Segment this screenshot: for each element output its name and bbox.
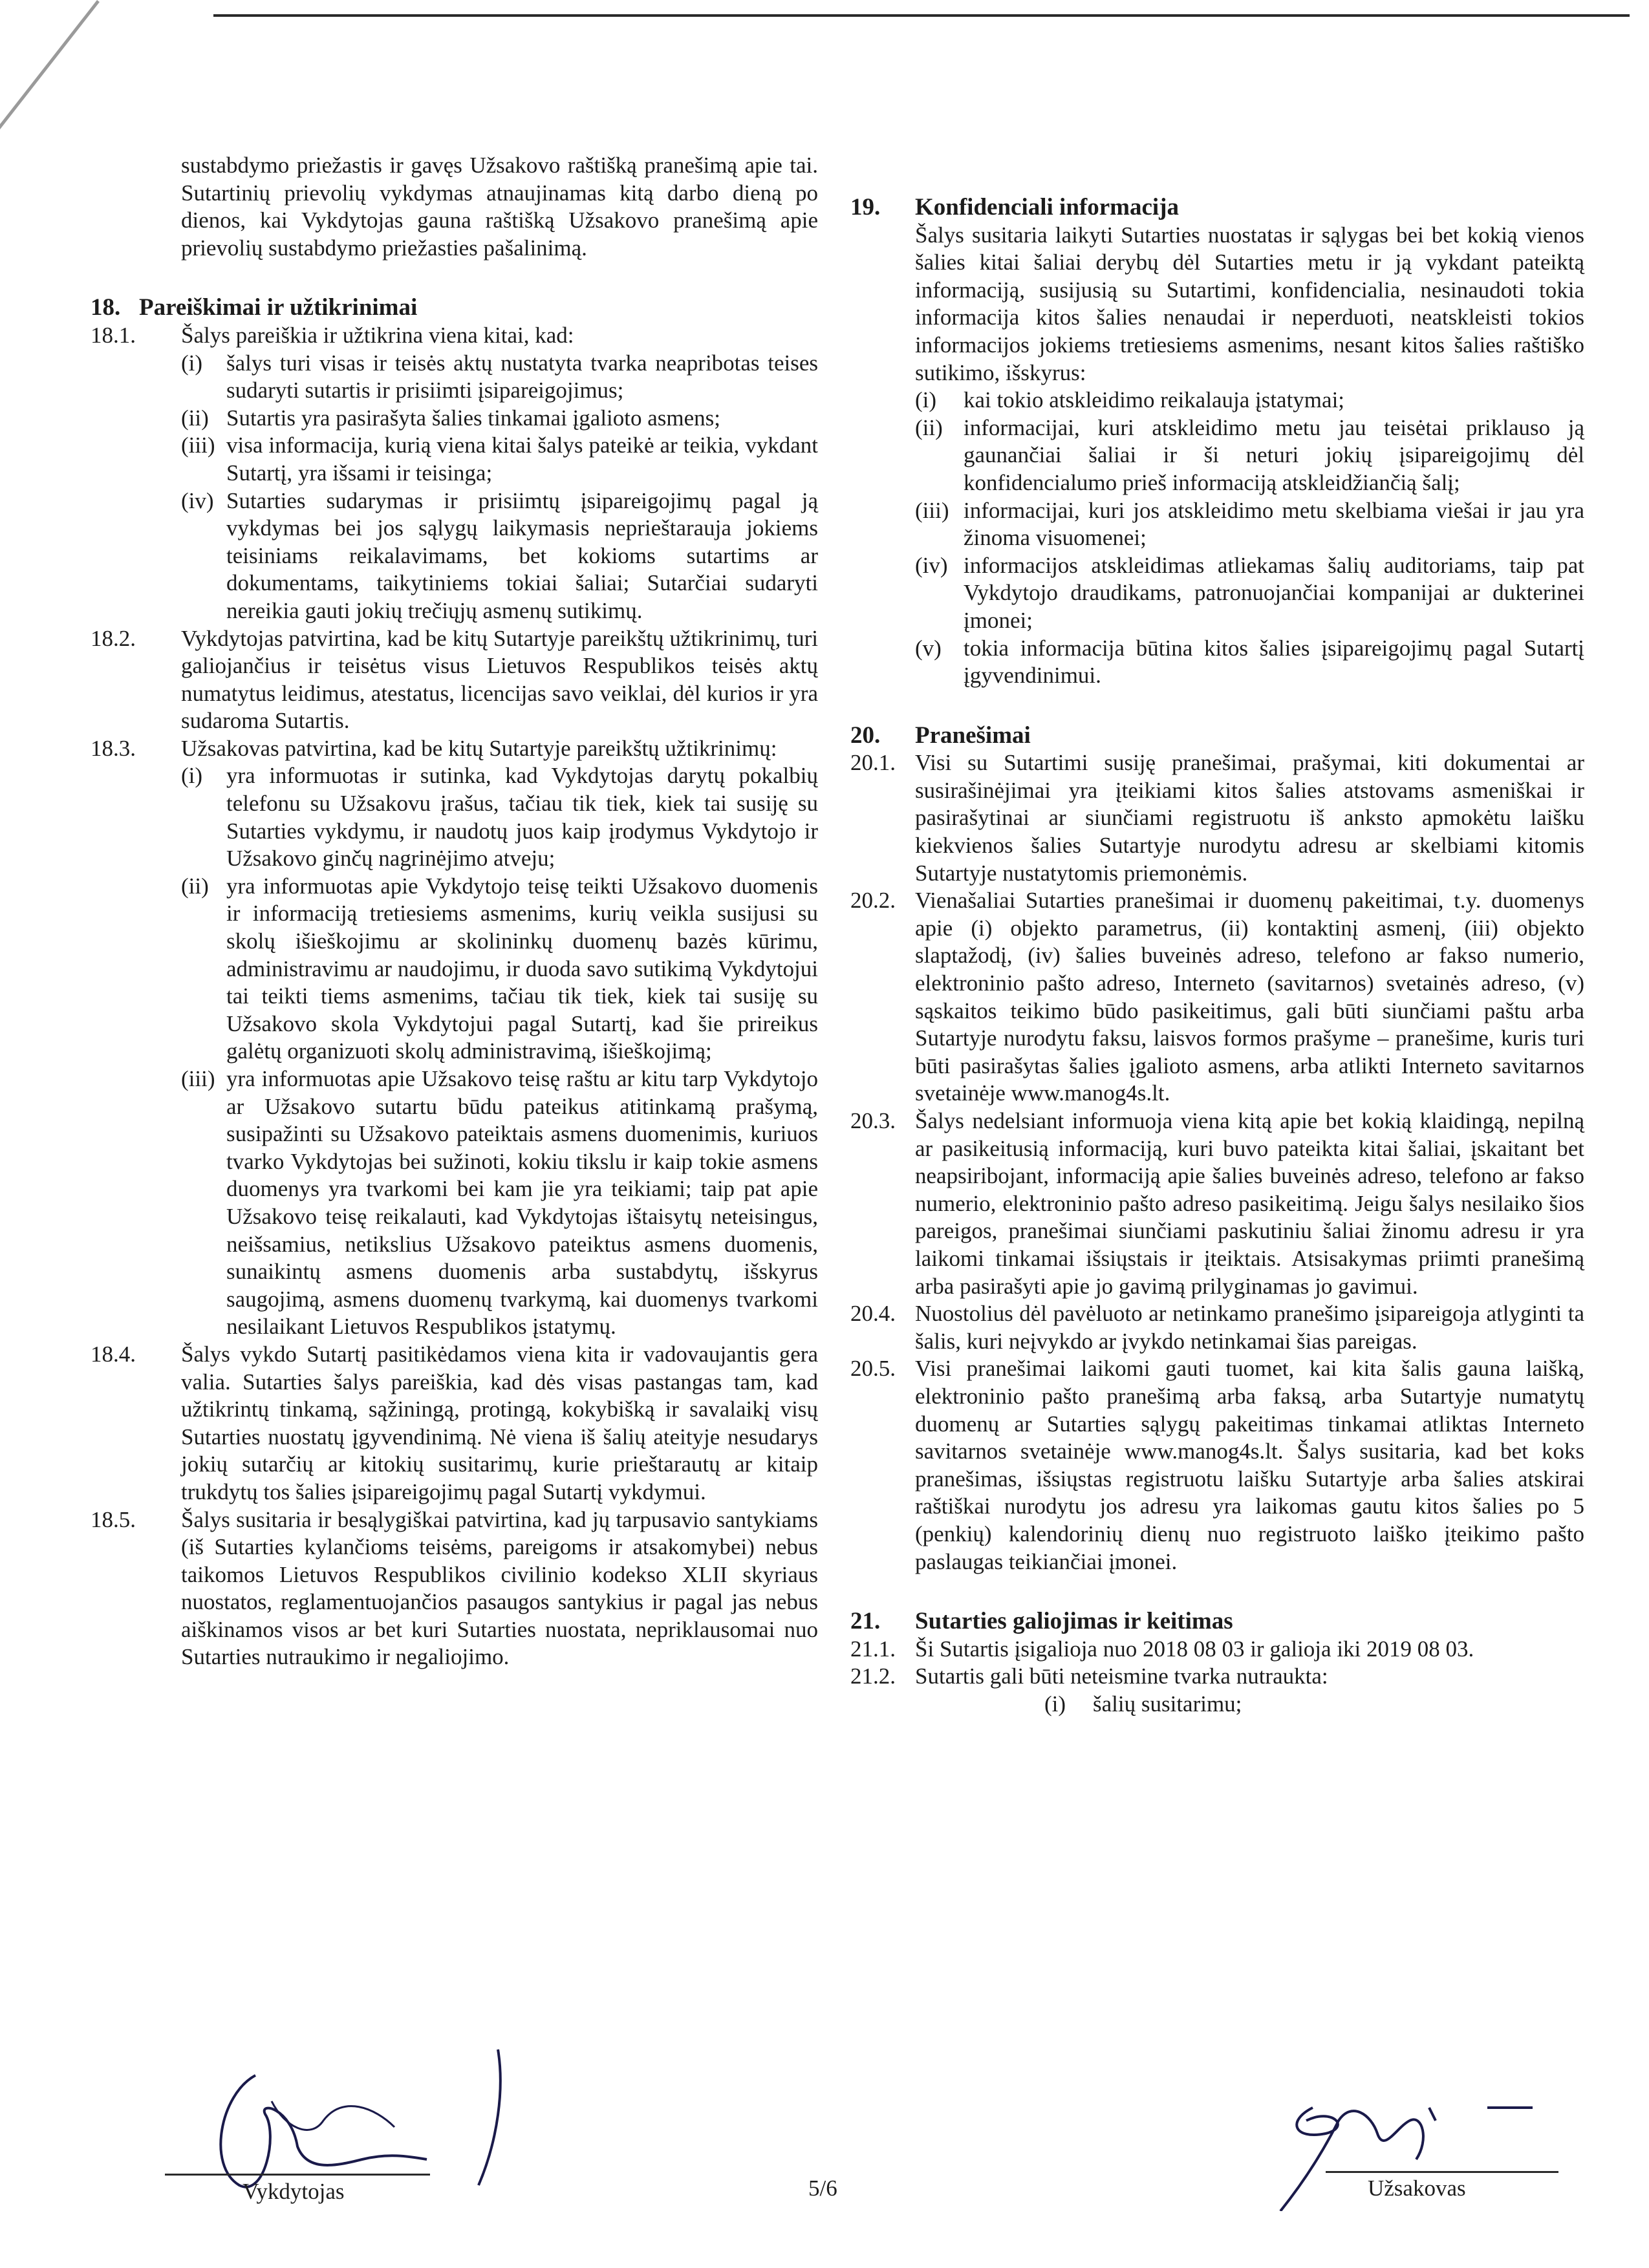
clause-18-1: 18.1. Šalys pareiškia ir užtikrina viena kitai, kad:	[91, 322, 574, 348]
list-item: (iii) informacijai, kuri jos atskleidimo metu skelbiama viešai ir jau yra žinoma visuomenei;	[915, 497, 1584, 551]
clause-18-2: 18.2. Vykdytojas patvirtina, kad be kitų Sutartyje pareikštų užtikrinimų, turi galiojančius ir teisėtus visus Lietuvos Respublikos teisės aktų numatytus leidimus, atestatus, licencijas savo veiklai, dėl kurios ir yra sudaroma Sutartis.	[91, 625, 818, 734]
clause-18-3: 18.3. Užsakovas patvirtina, kad be kitų Sutartyje pareikštų užtikrinimų:	[91, 735, 777, 761]
list-item: (iv) informacijos atskleidimas atliekamas šalių auditoriams, taip pat Vykdytojo draudikams, patronuojančiai kompanijai ar dukterinei įmonei;	[915, 552, 1584, 633]
clause-21-1: 21.1. Ši Sutartis įsigalioja nuo 2018 08 03 ir galioja iki 2019 08 03.	[850, 1636, 1474, 1662]
right-column	[850, 194, 1584, 1718]
list-item: (v) tokia informacija būtina kitos šalies įsipareigojimų pagal Sutartį įgyvendinimui.	[915, 635, 1584, 689]
clause-18-5: 18.5. Šalys susitaria ir besąlygiškai patvirtina, kad jų tarpusavio santykiams (iš Sutarties kylančioms teisėms, pareigoms ir atsakomybei) nebus taikomos Lietuvos Respublikos civilinio kodekso XLII skyriaus nuostatos, reglamentuojančios pasaugos santykius ir pagal jas nebus aiškinamos visos ar bet kuri Sutarties nuostata, nepriklausomai nuo Sutarties nutraukimo ir negaliojimo.	[91, 1506, 818, 1670]
list-item: (iii) yra informuotas apie Užsakovo teisę raštu ar kitu tarp Vykdytojo ar Užsakovo sutartu būdu pateikus atitinkamą prašymą, susipažinti su Užsakovo pateiktais asmens duomenimis, kuriuos tvarko Vykdytojas bei sužinoti, kokiu tikslu ir kaip tokie asmens duomenys yra tvarkomi bei kam jie yra teikiami; taip pat apie Užsakovo teisę reikalauti, kad Vykdytojas ištaisytų neteisingus, neišsamius, netikslius Užsakovo pateiktus asmens duomenis, sunaikintų asmens duomenis arba sustabdytų, išskyrus saugojimą, asmens duomenų tvarkymą, kai duomenys tvarkomi nesilaikant Lietuvos Respublikos įstatymų.	[181, 1066, 818, 1340]
list-item: (ii) informacijai, kuri atskleidimo metu jau teisėtai priklauso ją gaunančiai šaliai ir ši neturi jokių įsipareigojimų dėl konfidencialumo prieš informaciją atskleidžiančią šalį;	[915, 414, 1584, 495]
footer-right-label: Užsakovas	[1368, 2176, 1466, 2201]
page-number: 5/6	[808, 2176, 837, 2201]
left-column	[91, 152, 818, 1671]
clause-18-4: 18.4. Šalys vykdo Sutartį pasitikėdamos viena kita ir vadovaujantis gera valia. Sutarties šalys pareiškia, kad dės visas pastangas tam, kad užtikrintų tinkamą, sąžiningą, protingą, kokybišką ir savalaikį visų Sutarties nuostatų įgyvendinimą. Nė viena iš šalių ateityje nesudarys jokių sutarčių ar kitokių susitarimų, kurie prieštarautų ar kitaip trukdytų tos šalies įsipareigojimų pagal Sutartį vykdymui.	[91, 1341, 818, 1504]
list-item: (i) kai tokio atskleidimo reikalauja įstatymai;	[915, 387, 1345, 413]
footer-left-label: Vykdytojas	[242, 2179, 345, 2204]
list-item: (ii) Sutartis yra pasirašyta šalies tinkamai įgalioto asmens;	[181, 405, 721, 431]
list-item: (iv) Sutarties sudarymas ir prisiimtų įsipareigojimų pagal ją vykdymas bei jos sąlygų laikymasis neprieštarauja jokiems teisiniams reikalavimams, bet kokioms sutartims ar dokumentams, taikytiniems tokiai šaliai; Sutarčiai sudaryti nereikia gauti jokių trečiųjų asmenų sutikimų.	[181, 487, 818, 623]
section-19-heading: 19. Konfidenciali informacija	[850, 194, 1179, 220]
section-20-heading: 20. Pranešimai	[850, 722, 1031, 749]
section-18-heading: 18. Pareiškimai ir užtikrinimai	[91, 294, 418, 321]
intro-paragraph: sustabdymo priežastis ir gavęs Užsakovo raštišką pranešimą apie tai. Sutartinių prievolių vykdymas atnaujinamas kitą darbo dieną po dienos, kai Vykdytojas gauna raštišką Užsakovo pranešimą apie prievolių sustabdymo priežasties pašalinimą.	[181, 153, 818, 261]
clause-20-5: 20.5. Visi pranešimai laikomi gauti tuomet, kai kita šalis gauna laišką, elektroninio pašto pranešimą arba faksą, arba Sutartyje numatytų duomenų ar Sutarties sąlygų pakeitimas tinkamai atliktas Interneto savitarnos svetainėje www.manog4s.lt. Šalys susitaria, kad bet koks pranešimas, išsiųstas registruotu laišku Sutartyje arba šalies atskirai raštiškai nurodytu jos adresu yra laikomas gautu kitos šalies po 5 (penkių) kalendorinių dienų nuo registruoto laiško įteikimo pašto paslaugas teikiančiai įmonei.	[850, 1356, 1584, 1574]
section-21-heading: 21. Sutarties galiojimas ir keitimas	[850, 1608, 1233, 1635]
signature-line-left	[165, 2174, 430, 2176]
list-item: (ii) yra informuotas apie Vykdytojo teisę teikti Užsakovo duomenis ir informaciją tretiesiems asmenims, kurių veikla susijusi su skolų išieškojimu ar skolininkų duomenų bazės kūrimu, administravimu ar naudojimu, ir duoda savo sutikimą Vykdytojui tai teikti tiems asmenims, tačiau tik tiek, kiek tai susiję su Užsakovo skola Vykdytojui pagal Sutartį, kad šie prireikus galėtų organizuoti skolų administravimą, išieškojimą;	[181, 873, 818, 1064]
section-19-paragraph: Šalys susitaria laikyti Sutarties nuostatas ir sąlygas bei bet kokią vienos šalies kitai šaliai derybų dėl Sutarties metu ir ją vykdant pateiktą informaciją, susijusią su Sutartimi, konfidencialia, nesinaudoti tokia informacija kitos šalies nenaudai ir neperduoti, neatskleisti tokios informacijos jokiems tretiesiems asmenims, nesant kitos šalies raštiško sutikimo, išskyrus:	[915, 222, 1584, 385]
list-item: (i) šalys turi visas ir teisės aktų nustatyta tvarka neapribotas teises sudaryti sutartis ir prisiimti įsipareigojimus;	[181, 350, 818, 403]
signature-line-right	[1326, 2171, 1558, 2173]
list-item: (i) yra informuotas ir sutinka, kad Vykdytojas darytų pokalbių telefonu su Užsakovu įrašus, tačiau tik tiek, kiek tai susiję su Sutarties vykdymu, ir naudotų juos kaip įrodymus Vykdytojo ir Užsakovo ginčų nagrinėjimo atveju;	[181, 763, 818, 872]
scan-top-edge	[213, 14, 1630, 17]
list-item: (i) šalių susitarimu;	[1044, 1691, 1242, 1717]
clause-20-3: 20.3. Šalys nedelsiant informuoja viena kitą apie bet kokią klaidingą, nepilną ar pasikeitusią informaciją, kuri buvo pateikta kitai šaliai, įskaitant bet neapsiribojant, informaciją apie šalies buveinės adreso, telefono ar fakso numerio, elektroninio pašto adreso pasikeitimą. Jeigu šalys nesilaiko šios pareigos, pranešimai siunčiami paskutiniu šaliai žinomu adresu ir yra laikomi tinkamai išsiųstais ir įteiktais. Atsisakymas priimti pranešimą arba pasirašyti apie jo gavimą prilyginamas jo gavimui.	[850, 1108, 1584, 1299]
list-item: (iii) visa informacija, kurią viena kitai šalys pateikė ar teikia, vykdant Sutartį, yra išsami ir teisinga;	[181, 433, 818, 486]
clause-21-2: 21.2. Sutartis gali būti neteismine tvarka nutraukta:	[850, 1664, 1328, 1689]
scan-corner-fold	[0, 0, 100, 165]
clause-20-4: 20.4. Nuostolius dėl pavėluoto ar netinkamo pranešimo įsipareigoja atlyginti ta šalis, kuri neįvykdo ar įvykdo netinkamai šias pareigas.	[850, 1301, 1584, 1354]
clause-20-1: 20.1. Visi su Sutartimi susiję pranešimai, prašymai, kiti dokumentai ar susirašinėjimai yra įteikiami kitos šalies atstovams asmeniškai ir pasirašytinai ar siunčiami registruotu iš anksto apmokėtu laišku kiekvienos šalies Sutartyje nurodytu adresu ar skelbiami kitomis Sutartyje nustatytomis priemonėmis.	[850, 750, 1584, 886]
clause-20-2: 20.2. Vienašaliai Sutarties pranešimai ir duomenų pakeitimai, t.y. duomenys apie (i) objekto parametrus, (ii) kontaktinį asmenį, (iii) objekto slaptažodį, (iv) šalies buveinės adreso, telefono ar fakso numerio, elektroninio pašto adreso, Interneto (savitarnos) svetainės adreso, (v) sąskaitos teikimo būdo pasikeitimus, gali būti siunčiami paštu arba Sutartyje nurodytu faksu, laisvos formos prašyme – pranešime, kuris turi būti pasirašytas šalies įgalioto asmens, arba atlikti Interneto savitarnos svetainėje www.manog4s.lt.	[850, 888, 1584, 1106]
